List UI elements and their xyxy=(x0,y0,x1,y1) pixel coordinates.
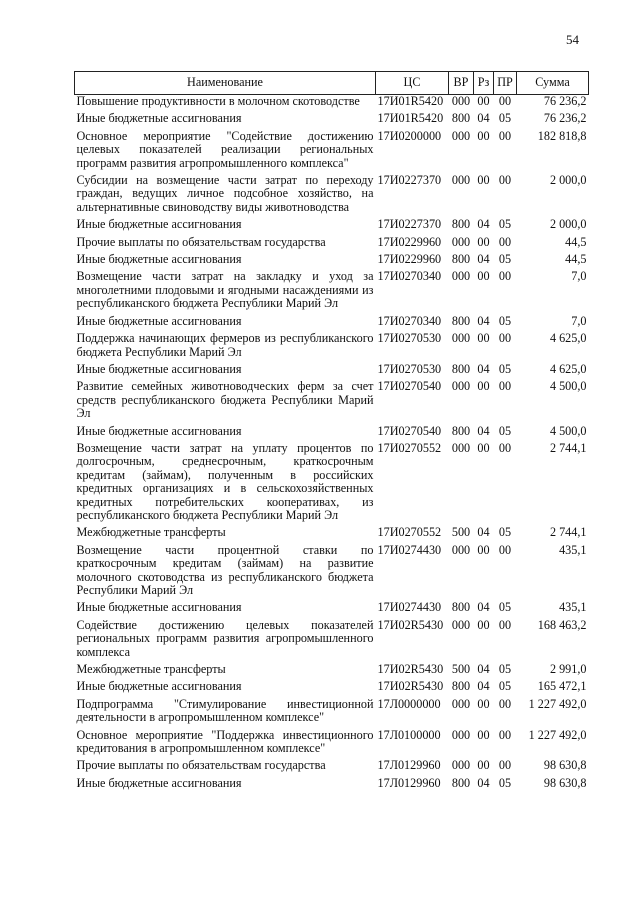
row-name: Содействие достижению целевых показателей региональных программ развития агропромышленного комплекса xyxy=(76,617,374,659)
table-row xyxy=(75,249,589,266)
row-rz-code: 04 xyxy=(477,313,490,328)
row-rz-code: 04 xyxy=(477,361,490,376)
row-name: Основное мероприятие "Поддержка инвестиционного кредитования в агропромышленном комплексе" xyxy=(76,727,374,756)
table-row xyxy=(75,328,589,359)
table-row xyxy=(75,214,589,231)
table-row xyxy=(75,438,589,522)
table-row xyxy=(75,615,589,659)
row-vr-code: 000 xyxy=(451,440,471,455)
row-sum: 76 236,2 xyxy=(543,94,587,108)
row-pr-code: 00 xyxy=(498,379,512,394)
row-sum: 4 625,0 xyxy=(549,331,587,346)
table-row xyxy=(75,108,589,125)
table-row xyxy=(75,266,589,310)
row-vr-code: 000 xyxy=(451,173,471,188)
row-rz-code: 00 xyxy=(477,173,490,188)
row-name: Возмещение части затрат на уплату процентов по долгосрочным, среднесрочным, краткосрочным кредитам (займам), полученным в российских кредитных организациях и в сельскохозяйственных кредитных потребительских кооперативах, из республиканского бюджета Республики Марий Эл xyxy=(76,440,374,522)
table-body xyxy=(75,95,589,791)
row-name: Иные бюджетные ассигнования xyxy=(76,600,242,615)
row-rz-code: 00 xyxy=(477,128,490,143)
row-sum: 165 472,1 xyxy=(537,679,587,694)
row-cs-code: 17И0200000 xyxy=(377,128,442,143)
row-rz-code: 04 xyxy=(477,662,490,677)
row-cs-code: 17И0274430 xyxy=(377,600,442,615)
table-header-row xyxy=(75,72,589,95)
row-cs-code: 17И0274430 xyxy=(377,542,442,557)
row-cs-code: 17И0227370 xyxy=(377,217,442,232)
row-name: Иные бюджетные ассигнования xyxy=(76,217,242,232)
row-rz-code: 04 xyxy=(477,252,490,267)
row-pr-code: 00 xyxy=(498,727,512,742)
row-cs-code: 17И01R5420 xyxy=(377,111,444,126)
row-pr-code: 00 xyxy=(498,269,512,284)
row-pr-code: 05 xyxy=(498,662,512,677)
header-vr: ВР xyxy=(449,72,474,95)
row-name: Иные бюджетные ассигнования xyxy=(76,252,242,267)
row-name: Прочие выплаты по обязательствам государства xyxy=(76,758,326,773)
row-name: Поддержка начинающих фермеров из республиканского бюджета Республики Марий Эл xyxy=(76,331,374,359)
row-sum: 435,1 xyxy=(559,542,587,557)
row-name: Развитие семейных животноводческих ферм за счет средств республиканского бюджета Республики Марий Эл xyxy=(76,379,374,421)
row-rz-code: 00 xyxy=(477,440,490,455)
row-vr-code: 500 xyxy=(451,525,471,540)
row-cs-code: 17И0270530 xyxy=(377,331,442,346)
table-row xyxy=(75,126,589,170)
row-cs-code: 17И0270340 xyxy=(377,313,442,328)
row-name: Иные бюджетные ассигнования xyxy=(76,111,242,126)
table-row xyxy=(75,597,589,614)
table-row xyxy=(75,95,589,109)
table-row xyxy=(75,232,589,249)
row-vr-code: 000 xyxy=(451,542,471,557)
row-vr-code: 800 xyxy=(451,775,471,790)
row-name: Подпрограмма "Стимулирование инвестиционной деятельности в агропромышленном комплексе" xyxy=(76,696,374,725)
row-rz-code: 00 xyxy=(477,542,490,557)
table-row xyxy=(75,725,589,756)
row-rz-code: 04 xyxy=(477,111,490,126)
row-name: Прочие выплаты по обязательствам государства xyxy=(76,234,326,249)
row-rz-code: 00 xyxy=(477,696,490,711)
row-rz-code: 00 xyxy=(477,379,490,394)
row-cs-code: 17Л0129960 xyxy=(377,758,441,773)
row-cs-code: 17И0270552 xyxy=(377,525,442,540)
table-row xyxy=(75,170,589,214)
table-row xyxy=(75,755,589,772)
row-pr-code: 05 xyxy=(498,679,512,694)
row-name: Возмещение части затрат на закладку и уход за многолетними плодовыми и ягодными насаждениями из республиканского бюджета Республики Марий Эл xyxy=(76,269,374,311)
row-name: Иные бюджетные ассигнования xyxy=(76,313,242,328)
table-row xyxy=(75,694,589,725)
row-cs-code: 17И02R5430 xyxy=(377,617,444,632)
row-name: Основное мероприятие "Содействие достижению целевых показателей реализации региональных программ развития агропромышленного комплекса" xyxy=(76,128,374,170)
row-vr-code: 800 xyxy=(451,313,471,328)
row-sum: 2 000,0 xyxy=(549,173,587,188)
row-pr-code: 00 xyxy=(498,617,512,632)
page-number: 54 xyxy=(566,32,579,47)
row-pr-code: 00 xyxy=(498,331,512,346)
row-rz-code: 00 xyxy=(477,727,490,742)
row-name: Иные бюджетные ассигнования xyxy=(76,361,242,376)
row-name: Иные бюджетные ассигнования xyxy=(76,679,242,694)
row-sum: 4 625,0 xyxy=(549,361,587,376)
row-pr-code: 00 xyxy=(498,94,512,108)
row-sum: 98 630,8 xyxy=(543,758,587,773)
row-sum: 7,0 xyxy=(571,313,587,328)
row-rz-code: 04 xyxy=(477,600,490,615)
row-rz-code: 04 xyxy=(477,679,490,694)
row-rz-code: 04 xyxy=(477,775,490,790)
row-rz-code: 00 xyxy=(477,758,490,773)
row-cs-code: 17И0270540 xyxy=(377,379,442,394)
row-pr-code: 05 xyxy=(498,525,512,540)
row-name: Иные бюджетные ассигнования xyxy=(76,423,242,438)
row-vr-code: 800 xyxy=(451,217,471,232)
row-pr-code: 00 xyxy=(498,234,512,249)
row-name: Межбюджетные трансферты xyxy=(76,662,226,677)
table-row xyxy=(75,773,589,790)
table-row xyxy=(75,376,589,420)
row-rz-code: 00 xyxy=(477,234,490,249)
budget-table xyxy=(74,71,589,790)
row-pr-code: 00 xyxy=(498,758,512,773)
row-vr-code: 000 xyxy=(451,696,471,711)
row-rz-code: 04 xyxy=(477,423,490,438)
row-sum: 2 744,1 xyxy=(549,440,587,455)
row-cs-code: 17И0270340 xyxy=(377,269,442,284)
row-sum: 44,5 xyxy=(565,234,587,249)
row-vr-code: 000 xyxy=(451,758,471,773)
row-cs-code: 17И02R5430 xyxy=(377,679,444,694)
row-pr-code: 05 xyxy=(498,423,512,438)
row-vr-code: 000 xyxy=(451,128,471,143)
row-sum: 2 000,0 xyxy=(549,217,587,232)
row-pr-code: 00 xyxy=(498,128,512,143)
row-cs-code: 17И02R5430 xyxy=(377,662,444,677)
row-sum: 435,1 xyxy=(559,600,587,615)
row-cs-code: 17И0270552 xyxy=(377,440,442,455)
row-sum: 4 500,0 xyxy=(549,379,587,394)
header-name: Наименование xyxy=(75,72,376,95)
table-row xyxy=(75,359,589,376)
row-sum: 1 227 492,0 xyxy=(528,696,587,711)
row-cs-code: 17И0229960 xyxy=(377,234,442,249)
row-pr-code: 00 xyxy=(498,440,512,455)
row-cs-code: 17И0227370 xyxy=(377,173,442,188)
row-pr-code: 05 xyxy=(498,217,512,232)
row-name: Иные бюджетные ассигнования xyxy=(76,775,242,790)
row-rz-code: 00 xyxy=(477,617,490,632)
row-rz-code: 04 xyxy=(477,217,490,232)
row-name: Повышение продуктивности в молочном скотоводстве xyxy=(76,94,360,108)
row-name: Субсидии на возмещение части затрат по переходу граждан, ведущих личное подсобное хозяйство, на альтернативные свиноводству виды животноводства xyxy=(76,173,374,214)
row-vr-code: 000 xyxy=(451,331,471,346)
row-cs-code: 17И0270530 xyxy=(377,361,442,376)
row-pr-code: 05 xyxy=(498,313,512,328)
table-row xyxy=(75,311,589,328)
table-row xyxy=(75,421,589,438)
row-vr-code: 000 xyxy=(451,617,471,632)
table-row xyxy=(75,522,589,539)
row-vr-code: 800 xyxy=(451,423,471,438)
row-vr-code: 500 xyxy=(451,662,471,677)
row-pr-code: 05 xyxy=(498,111,512,126)
row-cs-code: 17Л0129960 xyxy=(377,775,441,790)
row-sum: 2 991,0 xyxy=(549,662,587,677)
table-row xyxy=(75,540,589,598)
row-rz-code: 00 xyxy=(477,331,490,346)
row-sum: 4 500,0 xyxy=(549,423,587,438)
row-cs-code: 17И0229960 xyxy=(377,252,442,267)
row-sum: 7,0 xyxy=(571,269,587,284)
row-cs-code: 17Л0000000 xyxy=(377,696,441,711)
row-vr-code: 000 xyxy=(451,727,471,742)
row-cs-code: 17И0270540 xyxy=(377,423,442,438)
row-vr-code: 000 xyxy=(451,94,471,108)
row-vr-code: 800 xyxy=(451,111,471,126)
row-sum: 1 227 492,0 xyxy=(528,727,587,742)
header-sum: Сумма xyxy=(517,72,589,95)
row-vr-code: 000 xyxy=(451,234,471,249)
header-cs: ЦС xyxy=(376,72,449,95)
table-row xyxy=(75,659,589,676)
row-sum: 98 630,8 xyxy=(543,775,587,790)
table-row xyxy=(75,676,589,693)
row-vr-code: 000 xyxy=(451,379,471,394)
row-rz-code: 00 xyxy=(477,94,490,108)
row-rz-code: 04 xyxy=(477,525,490,540)
row-rz-code: 00 xyxy=(477,269,490,284)
header-pr: ПР xyxy=(494,72,517,95)
row-pr-code: 05 xyxy=(498,775,512,790)
row-vr-code: 800 xyxy=(451,600,471,615)
row-sum: 44,5 xyxy=(565,252,587,267)
row-sum: 2 744,1 xyxy=(549,525,587,540)
row-pr-code: 00 xyxy=(498,696,512,711)
row-cs-code: 17И01R5420 xyxy=(377,94,444,108)
row-sum: 168 463,2 xyxy=(537,617,587,632)
row-pr-code: 05 xyxy=(498,600,512,615)
row-name: Возмещение части процентной ставки по краткосрочным кредитам (займам) на развитие молочного скотоводства из республиканского бюджета Республики Марий Эл xyxy=(76,542,374,597)
header-rz: Рз xyxy=(474,72,494,95)
row-vr-code: 800 xyxy=(451,679,471,694)
row-pr-code: 05 xyxy=(498,252,512,267)
row-vr-code: 000 xyxy=(451,269,471,284)
row-pr-code: 00 xyxy=(498,542,512,557)
row-pr-code: 00 xyxy=(498,173,512,188)
row-vr-code: 800 xyxy=(451,252,471,267)
row-pr-code: 05 xyxy=(498,361,512,376)
row-cs-code: 17Л0100000 xyxy=(377,727,441,742)
row-name: Межбюджетные трансферты xyxy=(76,525,226,540)
row-sum: 182 818,8 xyxy=(537,128,587,143)
row-vr-code: 800 xyxy=(451,361,471,376)
row-sum: 76 236,2 xyxy=(543,111,587,126)
